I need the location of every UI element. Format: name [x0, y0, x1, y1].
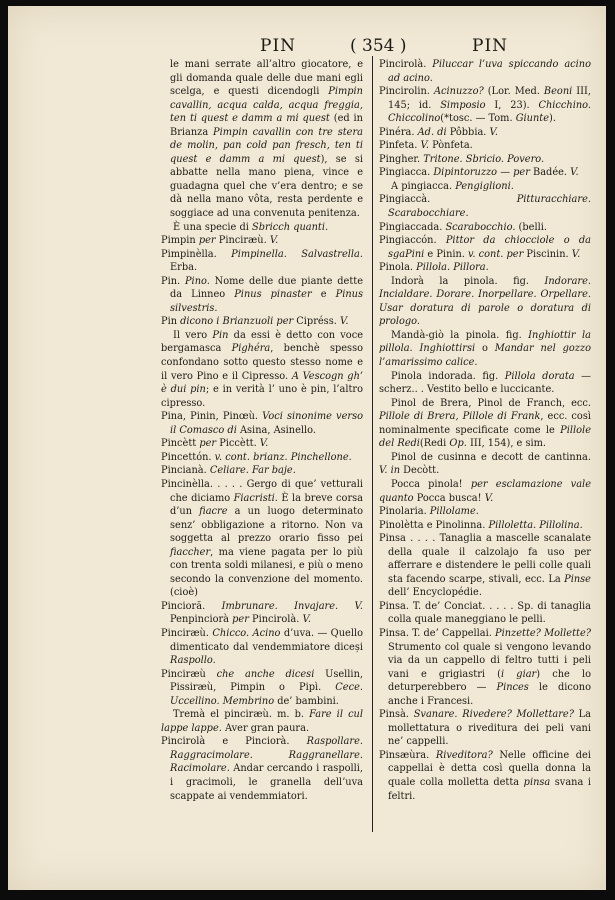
entry-right-conciat: Pinsa. T. de’ Conciat. . . . . Sp. di tanaglia colla quale maneggiano le pelli. [379, 600, 591, 626]
entry-left-pinciroeu: Pinciræù. Chicco. Acino d’uva. — Quello dimenticato dal vendemmiatore diceși Raspollo. [161, 627, 363, 667]
entry-right-pinera: Pinéra. Ad. di Pôbbia. V. [379, 126, 499, 138]
header-right-keyword: PIN [472, 36, 509, 56]
entry-right-pinsa-verb: Pinsà. Svanare. Rivedere? Mollettare? La mollettatura o riveditura dei peli vani ne’ cappelli. [379, 709, 591, 748]
entry-right-brera: Pinol de Brera, Pinol de Franch, ecc. Pillole di Brera, Pillole di Frank, ecc. così nominalmente specificate come le Pillole del Redi(Redi Op. III, 154), e sim. [379, 397, 591, 450]
entry-right-cappellai: Pinsa. T. de’ Cappellai. Pinzette? Mollette? Strumento col quale si vengono levando via da un cappello di feltro tutti i peli vani e grigiastri (i giar) che lo deturperebbero — Pinces le dicono anche i Francesi. [379, 627, 591, 707]
entry-right-pinsa: Pinsa . . . . Tanaglia a mascelle scanalate della quale il calzolajo fa uso per afferrare e distendere le pelli colle quali sta facendo scarpe, stivali, ecc. La Pinse dell’ Encyclopédie. [379, 533, 591, 599]
entry-right-pinola: Pinola. Pillola. Pillora. [379, 262, 489, 274]
entry-right-a-pingiacca: A pingiacca. Pengiglioni. [391, 180, 514, 192]
entry-left-pincett: Pincètt per Piccètt. V. [161, 438, 269, 450]
page-number: ( 354 ) [350, 36, 407, 56]
entry-right-pinolaria: Pinolaria. Pillolame. [379, 506, 479, 518]
entry-left-cont: le mani serrate all’altro giocatore, e gli domanda quale delle due mani egli scelga, e questi dicendogli Pimpin cavallin, acqua calda, acqua freggia, ten ti quest e damm a mi quest (ed in Brianza Pimpin cavallin con tre stera de molin, pan cold pan fresch, ten ti quest e damm a mi quest), se si abbatte nella mano piena, vince e guadagna quel che v’era dentro; e se dà nella mano vôta, resta perdente e soggiace ad una convenuta penitenza. [170, 59, 363, 220]
entry-left-brianzuoli: Pin dicono i Brianzuoli per Cipréss. V. [161, 316, 349, 328]
page [8, 6, 606, 890]
entry-right-pingiaccon: Pingiaccón. Pittor da chiocciole o da sgaPini e Pinin. v. cont. per Piscinin. V. [379, 235, 591, 260]
entry-left-vero-pin: Il vero Pin da essi è detto con voce bergamasca Pighéra, benchè spesso confondano sotto questo stesso nome e il vero Pino e il Cipresso. A Vescogn gh’ è dui pin; e in verità l’ uno è pin, l’altro cipresso. [161, 329, 364, 409]
entry-left-trema: Tremà el pinciræù. m. b. Fare il cul lappe lappe. Aver gran paura. [161, 709, 363, 734]
entry-left-usellin: Pinciræù che anche dicesi Usellin, Pissiræù, Pimpin o Pipì. Cece. Uccellino. Membrino de’ bambini. [161, 668, 363, 707]
entry-right-pinciroeu: Pincirolà. Piluccar l’uva spiccando acino ad acino. [379, 59, 591, 84]
entry-right-cusinna: Pinol de cusinna e decott de cantinna. V. in Decòtt. [379, 451, 591, 477]
entry-left-pimpinella: Pimpinèlla. Pimpinella. Salvastrella. Erba. [161, 248, 363, 274]
entry-right-manda: Mandà-giò la pinola. fig. Inghiottir la pillola. Inghiottirsi o Mandar nel gozzo l’amarissimo calice. [379, 329, 591, 369]
entry-right-pingiacca: Pingiacca. Dipintoruzzo — per Badée. V. [379, 167, 579, 179]
entry-right-pingiaccada: Pingiaccada. Scarabocchio. (belli. [379, 221, 547, 233]
entry-right-pingher: Pingher. Tritone. Sbricio. Povero. [379, 153, 545, 165]
header-left-keyword: PIN [260, 36, 297, 56]
running-header [8, 36, 606, 58]
entry-left-pin: Pin. Pino. Nome delle due piante dette da Linneo Pinus pinaster e Pinus silvestris. [161, 275, 364, 314]
entry-left-pinciora: Pincioră. Imbrunare. Invajare. V. Penpinciorà per Pincirolà. V. [161, 600, 364, 626]
entry-right-pincirolin: Pincirolin. Acinuzzo? (Lor. Med. Beoni III, 145; id. Simposio I, 23). Chicchino. Chiccolino(*tosc. — Tom. Giunte). [379, 86, 591, 125]
entry-left-sbricch: È una specie di Sbricch quanti. [173, 221, 329, 233]
entry-left-pinciana: Pincianà. Celiare. Far baje. [161, 465, 296, 477]
entry-right-indora: Indorà la pinola. fig. Indorare. Incialdare. Dorare. Inorpellare. Orpellare. Usar doratura di parole o doratura di prologo. [379, 275, 591, 328]
entry-right-pinsoeura: Pinsæùra. Riveditora? Nelle officine dei cappellai è detta così quella donna la quale colla molletta detta pinsa svana i feltri. [379, 749, 591, 802]
column-divider [372, 56, 373, 832]
entry-left-pina: Pina, Pinin, Pinœù. Voci sinonime verso il Comasco di Asina, Asinello. [161, 411, 363, 436]
entry-right-pocca: Pocca pinola! per esclamazione vale quanto Pocca busca! V. [379, 478, 591, 504]
entry-left-pimpin: Pimpin per Pinciræù. V. [161, 235, 279, 247]
left-column [161, 58, 363, 803]
entry-left-pincetton: Pincettón. v. cont. brianz. Pinchellone. [161, 451, 352, 463]
entry-right-indorada: Pinola indorada. fig. Pillola dorata — scherz.. . Vestito bello e luccicante. [379, 370, 591, 396]
entry-left-pincirola: Pincirolà e Pinciorà. Raspollare. Raggracimolare. Raggranellare. Racimolare. Andar cercando i raspolli, i gracimoli, le granella dell’uva scappate ai vendemmiatori. [161, 736, 363, 802]
entry-right-pinfeta: Pinfeta. V. Pònfeta. [379, 140, 473, 152]
entry-left-pincinella: Pincinèlla. . . . . Gergo di que’ vetturali che diciamo Fiacristi. È la breve corsa d’un fiacre a un luogo determinato senz’ obbligazione a ritorno. Non va soggetta al prezzo orario fisso pei fiaccher, ma viene pagata per lo più con trenta soldi milanesi, e più o meno secondo la convenzione del momento. (cioè) [161, 478, 364, 599]
right-column [379, 58, 591, 803]
entry-right-pinoletta: Pinolètta e Pinolinna. Pilloletta. Pillolina. [379, 519, 583, 531]
entry-right-pingiacca-a: Pingiaccà. Pitturacchiare. Scarabocchiare. [379, 194, 591, 220]
